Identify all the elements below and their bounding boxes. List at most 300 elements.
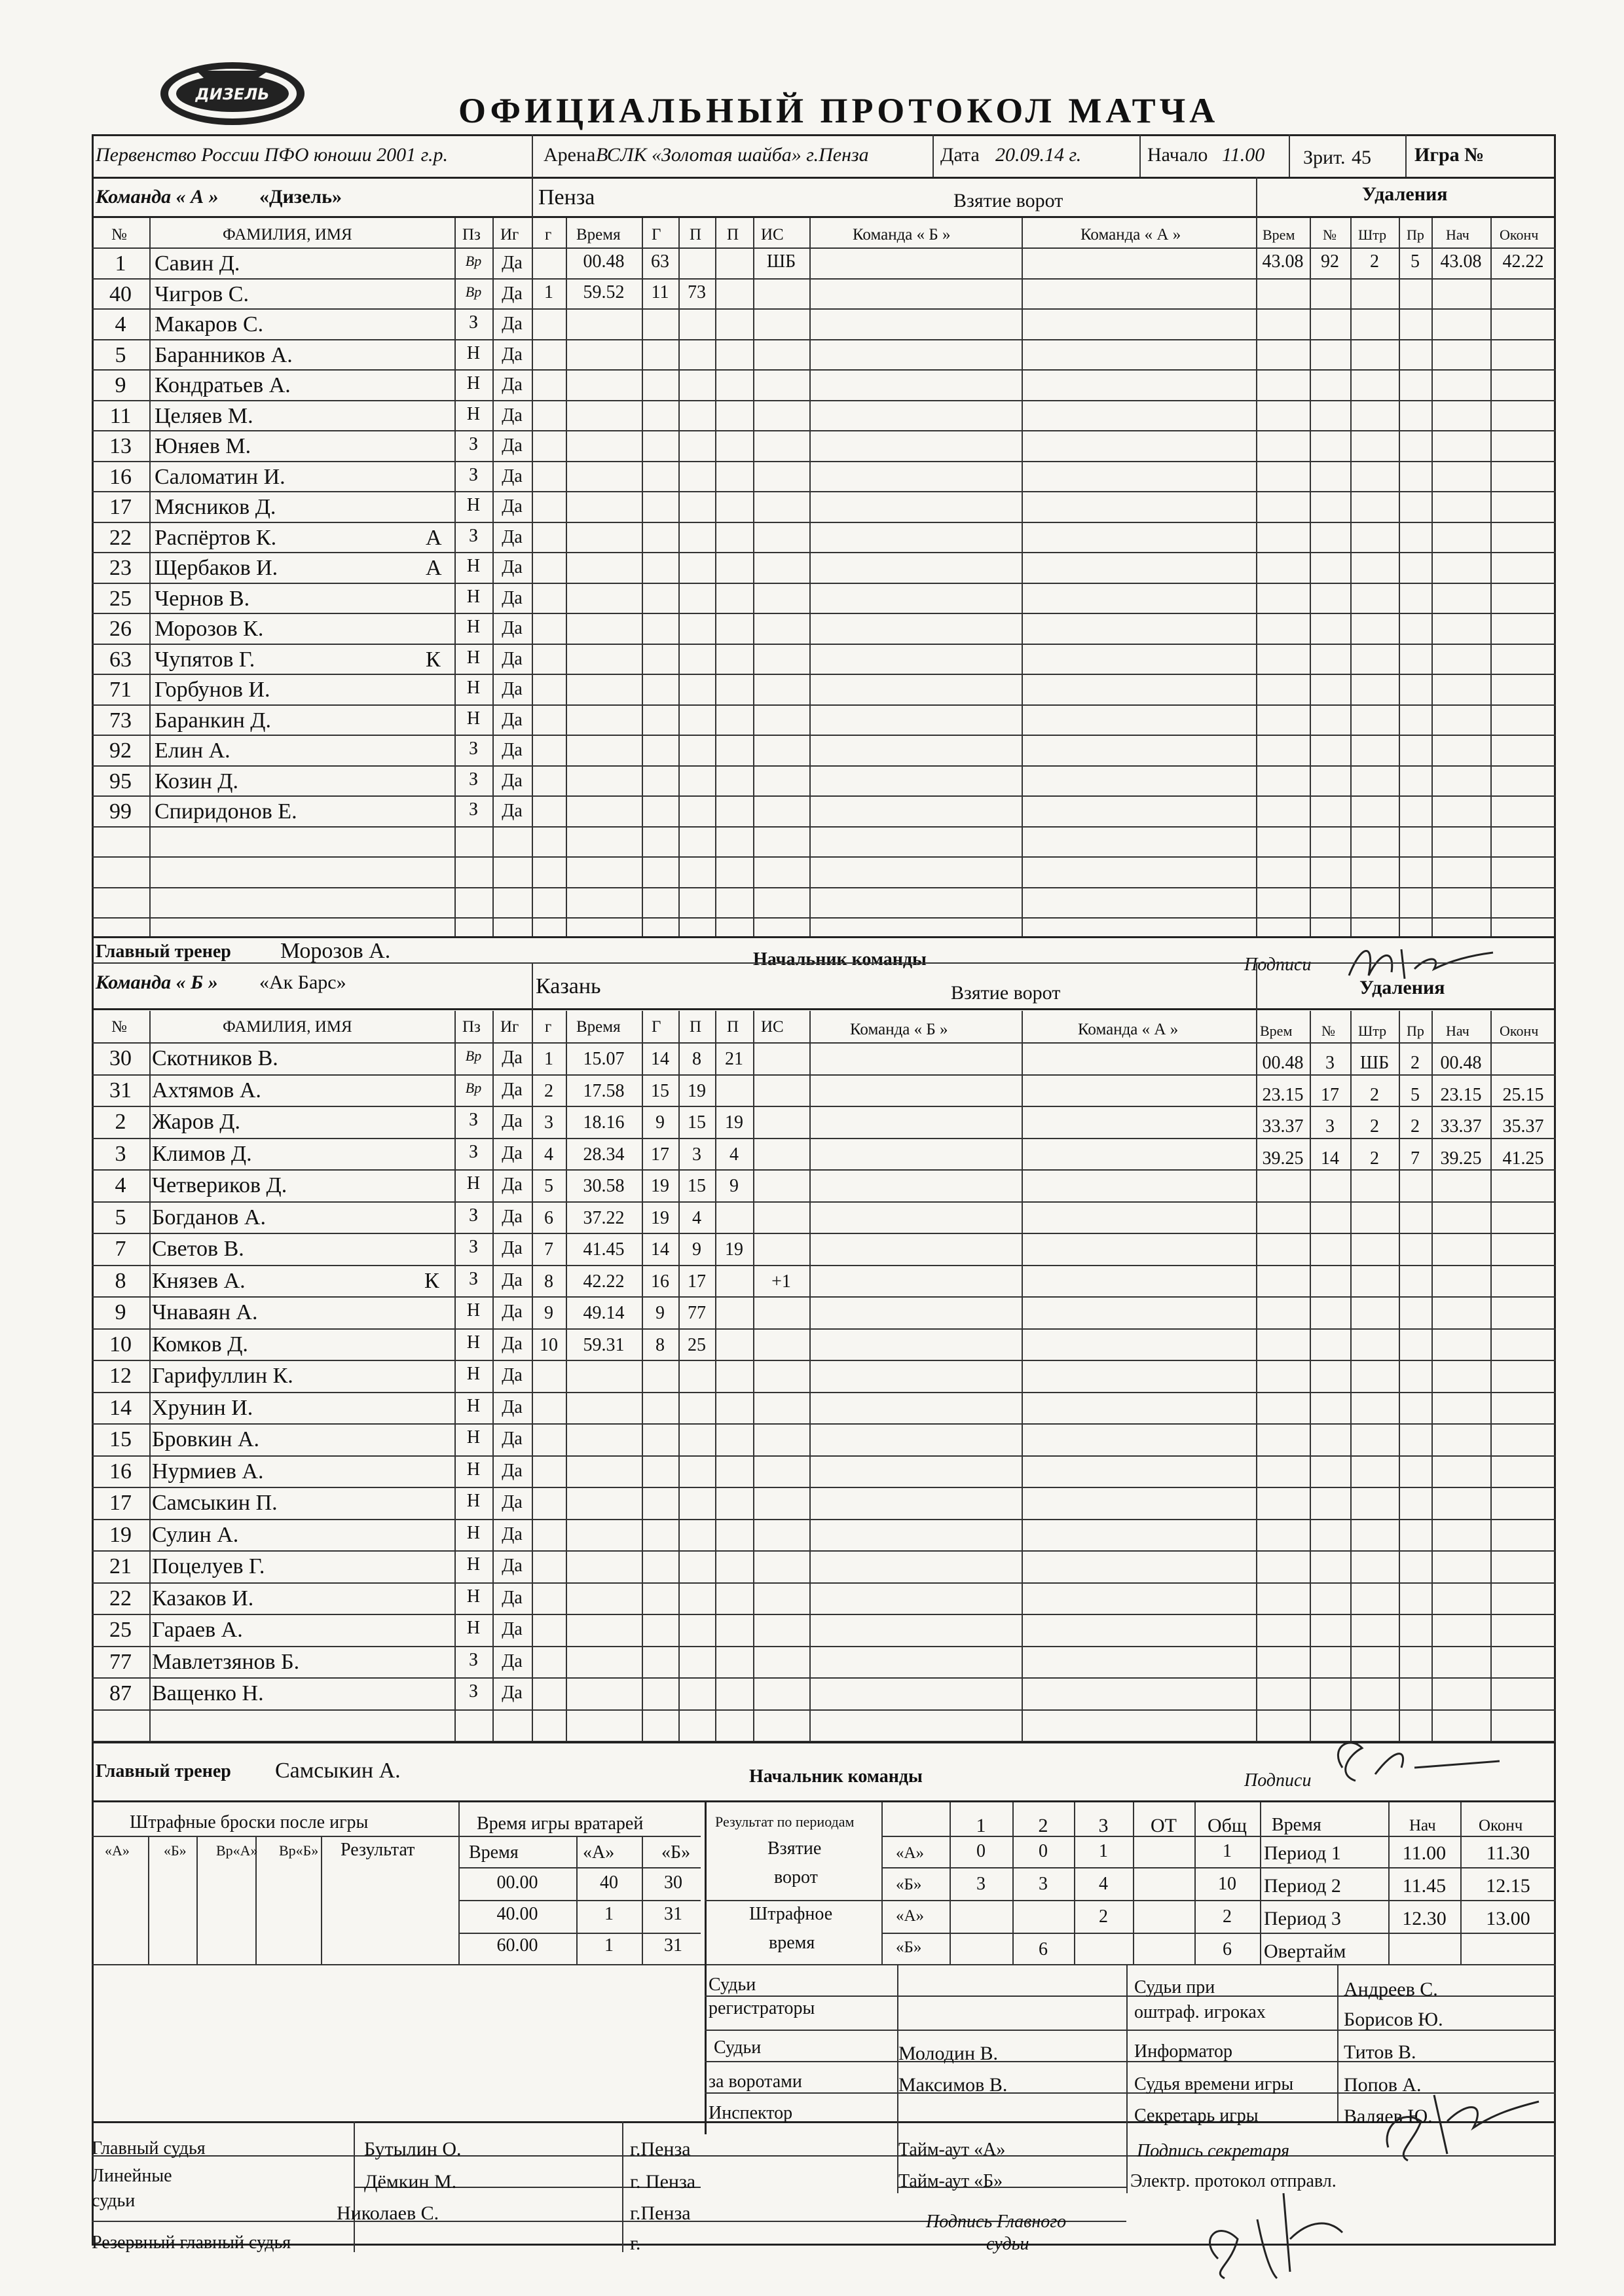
horizontal-rule: [881, 1900, 1556, 1901]
col-onice-b: Команда « Б »: [850, 1021, 948, 1038]
pim-row-label-1: Штрафное: [749, 1904, 833, 1924]
horizontal-rule: [881, 1867, 1556, 1868]
arena-label: Арена: [544, 144, 596, 166]
period-value: 2: [1223, 1906, 1232, 1927]
player-played: Да: [502, 1556, 523, 1576]
player-number: 16: [109, 464, 132, 489]
team-a-manager-label: Начальник команды: [753, 949, 927, 970]
player-played: Да: [502, 1206, 523, 1227]
goal-number: 10: [540, 1334, 558, 1355]
goals-row-label-1: Взятие: [767, 1838, 822, 1859]
player-played: Да: [502, 1302, 523, 1322]
player-number: 21: [109, 1554, 132, 1578]
goal-assist-1: 25: [688, 1334, 706, 1355]
head-ref-name: Бутылин О.: [364, 2138, 462, 2160]
horizontal-rule: [92, 1392, 1556, 1393]
vertical-rule: [196, 1836, 198, 1964]
col-pen-reason: Пр: [1407, 227, 1424, 243]
player-position: Н: [466, 403, 481, 424]
col-g: г: [545, 226, 552, 244]
horizontal-rule: [92, 1550, 1556, 1552]
horizontal-rule: [92, 1265, 1556, 1266]
penbox-judge-1: Андреев С.: [1344, 1978, 1438, 2000]
player-name: Скотников В.: [152, 1046, 278, 1070]
vertical-rule: [881, 1800, 883, 1964]
player-name: Климов Д.: [152, 1141, 252, 1166]
penalty-start: 39.25: [1440, 1148, 1482, 1169]
player-number: 5: [115, 1205, 126, 1230]
horizontal-rule: [92, 1042, 1556, 1044]
horizontal-rule: [92, 936, 1556, 938]
goal-scorer: 17: [651, 1144, 669, 1165]
col-no: №: [111, 226, 127, 244]
player-role-mark: К: [426, 647, 441, 672]
shootout-col-a: «А»: [105, 1842, 130, 1859]
team-b-city: Казань: [536, 974, 601, 998]
vertical-rule: [1126, 1964, 1128, 2121]
player-name: Юняев М.: [155, 434, 251, 458]
player-number: 31: [109, 1078, 132, 1102]
penalty-minutes: 2: [1370, 251, 1379, 272]
player-position: З: [468, 312, 479, 333]
period-value: 0: [1039, 1841, 1048, 1861]
player-played: Да: [502, 1587, 523, 1608]
player-played: Да: [502, 1365, 523, 1385]
gk-time: 40.00: [496, 1904, 538, 1924]
col-is: ИС: [761, 226, 784, 244]
player-position: Н: [466, 647, 481, 668]
player-name: Чупятов Г.: [155, 647, 255, 672]
horizontal-rule: [92, 369, 1556, 371]
penalty-start: 23.15: [1440, 1084, 1482, 1105]
horizontal-rule: [92, 1964, 1556, 1965]
player-number: 12: [109, 1364, 132, 1388]
col-name: ФАМИЛИЯ, ИМЯ: [223, 226, 352, 244]
penalty-reason: 7: [1411, 1148, 1420, 1169]
goal-assist-1: 73: [688, 282, 706, 302]
goal-assist-2: 9: [729, 1176, 739, 1196]
player-position: Н: [466, 1522, 481, 1543]
player-played: Да: [502, 618, 523, 638]
goal-number: 4: [544, 1144, 553, 1165]
period-name: Овертайм: [1264, 1941, 1346, 1962]
horizontal-rule: [92, 1201, 1556, 1203]
informer-label: Информатор: [1134, 2041, 1233, 2062]
player-name: Макаров С.: [155, 312, 264, 337]
informer-name: Титов В.: [1344, 2041, 1416, 2063]
player-position: Н: [466, 1395, 481, 1416]
player-name: Чнаваян А.: [152, 1300, 258, 1324]
player-position: Н: [466, 1459, 481, 1480]
player-position: З: [468, 799, 479, 820]
goal-assist-1: 9: [692, 1239, 701, 1260]
penalty-start: 33.37: [1440, 1116, 1482, 1137]
player-played: Да: [502, 1175, 523, 1195]
player-role-mark: К: [424, 1268, 439, 1293]
col-assist1: П: [690, 226, 702, 244]
horizontal-rule: [92, 552, 1556, 553]
goals-row-label-2: ворот: [774, 1867, 818, 1887]
game-number-label: Игра №: [1414, 144, 1485, 166]
player-played: Да: [502, 740, 523, 760]
player-played: Да: [502, 801, 523, 821]
vertical-rule: [809, 216, 811, 936]
col-is: ИС: [761, 1018, 784, 1036]
player-position: З: [468, 464, 479, 485]
head-ref-signature-label-2: судьи: [986, 2234, 1029, 2254]
linesman-1: Дёмкин М.: [364, 2171, 457, 2193]
player-name: Чигров С.: [155, 282, 249, 306]
horizontal-rule: [92, 2121, 1556, 2123]
col-pen-pim: Штр: [1358, 1023, 1387, 1039]
player-name: Князев А.: [152, 1268, 246, 1293]
player-played: Да: [502, 557, 523, 577]
vertical-rule: [532, 134, 533, 177]
reg-judges-label-2: регистраторы: [709, 1998, 815, 2018]
penalty-time: 39.25: [1262, 1148, 1304, 1169]
player-played: Да: [502, 1650, 523, 1671]
goal-time: 30.58: [583, 1176, 625, 1196]
horizontal-rule: [92, 339, 1556, 340]
player-number: 77: [109, 1649, 132, 1674]
inspector-label: Инспектор: [709, 2103, 793, 2123]
player-name: Саломатин И.: [155, 464, 286, 489]
period-value: 3: [1039, 1874, 1048, 1894]
penalty-end: 25.15: [1502, 1084, 1544, 1105]
penalty-time: 00.48: [1262, 1053, 1304, 1073]
horizontal-rule: [92, 1836, 701, 1837]
logo-text: ДИЗЕЛЬ: [195, 85, 270, 103]
goal-scorer: 8: [655, 1334, 665, 1355]
vertical-rule: [1490, 216, 1492, 936]
date-label: Дата: [940, 144, 980, 166]
penalty-reason: 5: [1411, 1084, 1420, 1105]
player-position: Н: [466, 1300, 481, 1321]
col-pen-start: Нач: [1446, 1023, 1469, 1039]
linesmen-label-1: Линейные: [92, 2166, 172, 2186]
team-b-coach-label: Главный тренер: [96, 1761, 231, 1781]
period-end: 13.00: [1486, 1908, 1530, 1929]
shootout-col-gkb: Вр«Б»: [279, 1842, 319, 1859]
team-a-label: Команда « А »: [96, 186, 219, 208]
col-pen-time: Врем: [1260, 1023, 1293, 1039]
col-played: Иг: [500, 1018, 519, 1036]
goal-number: 1: [544, 1049, 553, 1069]
goal-time: 59.52: [583, 282, 625, 302]
goal-assist-1: 77: [688, 1303, 706, 1323]
player-number: 3: [115, 1141, 126, 1166]
goal-time: 41.45: [583, 1239, 625, 1260]
player-position: Н: [466, 708, 481, 729]
gk-col-time: Время: [469, 1842, 519, 1863]
player-position: Вр: [465, 253, 482, 269]
horizontal-rule: [458, 1867, 701, 1868]
horizontal-rule: [92, 795, 1556, 797]
player-played: Да: [502, 679, 523, 699]
vertical-rule: [753, 216, 754, 936]
spectators: 45: [1352, 147, 1371, 168]
horizontal-rule: [92, 1800, 1556, 1802]
player-played: Да: [502, 1111, 523, 1131]
player-name: Бровкин А.: [152, 1427, 260, 1451]
spectators-label: Зрит.: [1303, 147, 1346, 168]
pim-a-tag: «А»: [896, 1907, 925, 1925]
vertical-rule: [1337, 1964, 1338, 2121]
secretary-signature: [1375, 2082, 1545, 2167]
player-name: Спиридонов Е.: [155, 799, 297, 824]
team-b-goals-header: Взятие ворот: [951, 982, 1061, 1004]
player-role-mark: А: [426, 556, 442, 580]
player-played: Да: [502, 1238, 523, 1258]
player-number: 63: [109, 647, 132, 672]
player-played: Да: [502, 435, 523, 456]
player-number: 16: [109, 1459, 132, 1484]
player-name: Горбунов И.: [155, 678, 270, 702]
goal-assist-1: 17: [688, 1271, 706, 1292]
penalty-minutes: ШБ: [1359, 1053, 1390, 1073]
horizontal-rule: [92, 917, 1556, 919]
period-col-header: 1: [976, 1815, 986, 1836]
goal-assist-1: 3: [692, 1144, 701, 1165]
horizontal-rule: [92, 583, 1556, 584]
col-time: Время: [576, 1018, 621, 1036]
start-label: Начало: [1147, 144, 1208, 166]
goal-assist-1: 15: [688, 1176, 706, 1196]
player-position: З: [468, 1681, 479, 1702]
secretary-name: Валяев Ю.: [1344, 2105, 1433, 2127]
col-assist1: П: [690, 1018, 702, 1036]
player-number: 87: [109, 1681, 132, 1705]
player-played: Да: [502, 1396, 523, 1417]
player-position: Н: [466, 556, 481, 576]
horizontal-rule: [92, 735, 1556, 736]
penalty-player: 3: [1325, 1053, 1335, 1073]
vertical-rule: [1405, 134, 1407, 177]
col-pen-no: №: [1323, 227, 1337, 243]
horizontal-rule: [92, 1646, 1556, 1647]
player-position: Н: [466, 1586, 481, 1607]
horizontal-rule: [92, 1455, 1556, 1457]
col-goal: Г: [652, 1018, 661, 1036]
start-time: 11.00: [1222, 144, 1265, 166]
head-ref-label: Главный судья: [92, 2138, 206, 2159]
vertical-rule: [148, 1836, 149, 1964]
player-position: Н: [466, 1554, 481, 1575]
player-name: Морозов К.: [155, 617, 264, 641]
player-position: З: [468, 434, 479, 454]
goal-time: 42.22: [583, 1271, 625, 1292]
player-name: Елин А.: [155, 738, 231, 763]
goal-number: 8: [544, 1271, 553, 1292]
team-b-label: Команда « Б »: [96, 972, 218, 993]
player-name: Нурмиев А.: [152, 1459, 264, 1484]
horizontal-rule: [705, 1900, 881, 1901]
col-pen-reason: Пр: [1407, 1023, 1424, 1039]
penbox-judge-2: Борисов Ю.: [1344, 2009, 1443, 2030]
penalty-reason: 2: [1411, 1053, 1420, 1073]
col-pen-no: №: [1321, 1023, 1335, 1039]
vertical-rule: [1256, 216, 1257, 936]
arena: ВСЛК «Золотая шайба» г.Пенза: [596, 144, 869, 166]
player-position: Н: [466, 495, 481, 515]
horizontal-rule: [92, 1741, 1556, 1743]
goal-scorer: 16: [651, 1271, 669, 1292]
horizontal-rule: [92, 491, 1556, 492]
vertical-rule: [932, 134, 934, 177]
period-col-header: Общ: [1207, 1815, 1247, 1836]
goal-time: 17.58: [583, 1080, 625, 1101]
period-time-label: Время: [1272, 1815, 1321, 1835]
player-position: З: [468, 1649, 479, 1670]
document-title: ОФИЦИАЛЬНЫЙ ПРОТОКОЛ МАТЧА: [458, 91, 1219, 130]
horizontal-rule: [92, 1169, 1556, 1171]
penalty-time: 23.15: [1262, 1084, 1304, 1105]
player-played: Да: [502, 1333, 523, 1354]
player-played: Да: [502, 1460, 523, 1481]
player-name: Казаков И.: [152, 1586, 254, 1611]
vertical-rule: [1399, 216, 1400, 936]
horizontal-rule: [92, 613, 1556, 614]
goal-time: 18.16: [583, 1112, 625, 1133]
period-value: 1: [1099, 1841, 1108, 1861]
horizontal-rule: [92, 887, 1556, 888]
goal-time: 37.22: [583, 1207, 625, 1228]
horizontal-rule: [92, 1423, 1556, 1425]
penalty-start: 43.08: [1440, 251, 1482, 272]
player-number: 23: [109, 556, 132, 580]
penalty-end: 42.22: [1502, 251, 1544, 272]
player-number: 1: [115, 251, 126, 276]
horizontal-rule: [92, 765, 1556, 767]
player-name: Гарифуллин К.: [152, 1364, 293, 1388]
period-start: 11.45: [1402, 1875, 1447, 1897]
horizontal-rule: [92, 704, 1556, 706]
horizontal-rule: [92, 1233, 1556, 1234]
shootout-label: Штрафные броски после игры: [130, 1812, 369, 1832]
goal-situation: ШБ: [766, 251, 796, 272]
player-name: Светов В.: [152, 1237, 244, 1261]
player-position: З: [468, 1205, 479, 1226]
player-played: Да: [502, 1492, 523, 1512]
penalty-player: 3: [1325, 1116, 1335, 1137]
player-position: Н: [466, 1364, 481, 1384]
player-position: З: [468, 1237, 479, 1257]
player-name: Ващенко Н.: [152, 1681, 264, 1705]
player-position: Вр: [465, 1048, 482, 1064]
goal-judge-2: Максимов В.: [898, 2074, 1008, 2096]
vertical-rule: [1431, 216, 1433, 936]
player-number: 5: [115, 342, 126, 367]
period-start-label: Нач: [1409, 1817, 1436, 1834]
head-ref-signature: [1192, 2180, 1362, 2285]
gk-b: 31: [664, 1935, 682, 1956]
team-b-manager-label: Начальник команды: [749, 1766, 923, 1787]
player-position: Вр: [465, 283, 482, 300]
penalty-reason: 5: [1411, 251, 1420, 272]
period-end-label: Оконч: [1479, 1817, 1523, 1834]
player-name: Сулин А.: [152, 1522, 239, 1547]
player-number: 40: [109, 282, 132, 306]
goal-scorer: 63: [651, 251, 669, 272]
penalty-start: 00.48: [1440, 1053, 1482, 1073]
period-col-header: 3: [1098, 1815, 1109, 1836]
horizontal-rule: [92, 644, 1556, 645]
vertical-rule: [1126, 2121, 1128, 2193]
player-name: Четвериков Д.: [152, 1173, 287, 1197]
goal-time: 00.48: [583, 251, 625, 272]
player-position: З: [468, 769, 479, 790]
horizontal-rule: [92, 1519, 1556, 1520]
goal-time: 49.14: [583, 1303, 625, 1323]
player-played: Да: [502, 1619, 523, 1639]
horizontal-rule: [92, 674, 1556, 675]
player-played: Да: [502, 1683, 523, 1703]
vertical-rule: [678, 216, 680, 936]
player-name: Кондратьев А.: [155, 373, 291, 397]
gk-b: 31: [664, 1904, 682, 1924]
col-pen-end: Оконч: [1500, 1023, 1539, 1039]
col-goal: Г: [652, 226, 661, 244]
period-value: 3: [976, 1874, 986, 1894]
player-number: 95: [109, 769, 132, 793]
horizontal-rule: [92, 1677, 1556, 1679]
horizontal-rule: [92, 856, 1556, 858]
player-name: Гараев А.: [152, 1618, 243, 1642]
goal-assist-2: 4: [729, 1144, 739, 1165]
horizontal-rule: [92, 1138, 1556, 1139]
player-name: Самсыкин П.: [152, 1491, 278, 1515]
player-name: Савин Д.: [155, 251, 240, 276]
period-value: 2: [1099, 1906, 1108, 1927]
player-position: Вр: [465, 1079, 482, 1096]
col-assist2: П: [727, 1018, 739, 1036]
player-number: 13: [109, 434, 132, 458]
goal-scorer: 14: [651, 1239, 669, 1260]
player-name: Щербаков И.: [155, 556, 278, 580]
period-col-header: 2: [1038, 1815, 1048, 1836]
secretary-signature-label: Подпись секретаря: [1137, 2141, 1290, 2161]
player-position: Н: [466, 373, 481, 393]
gk-col-b: «Б»: [661, 1842, 691, 1863]
period-value: 0: [976, 1841, 986, 1861]
team-a-signatures-label: Подписи: [1244, 955, 1312, 975]
player-position: Н: [466, 1332, 481, 1353]
team-a-city: Пенза: [538, 185, 595, 210]
goal-time: 15.07: [583, 1049, 625, 1069]
goal-number: 3: [544, 1112, 553, 1133]
gk-b: 30: [664, 1872, 682, 1893]
col-played: Иг: [500, 226, 519, 244]
penalty-reason: 2: [1411, 1116, 1420, 1137]
player-number: 17: [109, 1491, 132, 1515]
horizontal-rule: [92, 430, 1556, 431]
goal-assist-1: 15: [688, 1112, 706, 1133]
vertical-rule: [532, 962, 533, 1042]
player-number: 15: [109, 1427, 132, 1451]
period-value: 6: [1223, 1939, 1232, 1959]
player-played: Да: [502, 314, 523, 334]
vertical-rule: [321, 1836, 322, 1964]
gk-time-label: Время игры вратарей: [477, 1813, 644, 1834]
horizontal-rule: [92, 400, 1556, 401]
goal-judges-label-2: за воротами: [709, 2071, 802, 2092]
col-pen-time: Врем: [1263, 227, 1295, 243]
period-value: 1: [1223, 1841, 1232, 1861]
player-position: З: [468, 525, 479, 546]
player-number: 9: [115, 1300, 126, 1324]
player-position: З: [468, 1141, 479, 1162]
player-played: Да: [502, 1269, 523, 1290]
